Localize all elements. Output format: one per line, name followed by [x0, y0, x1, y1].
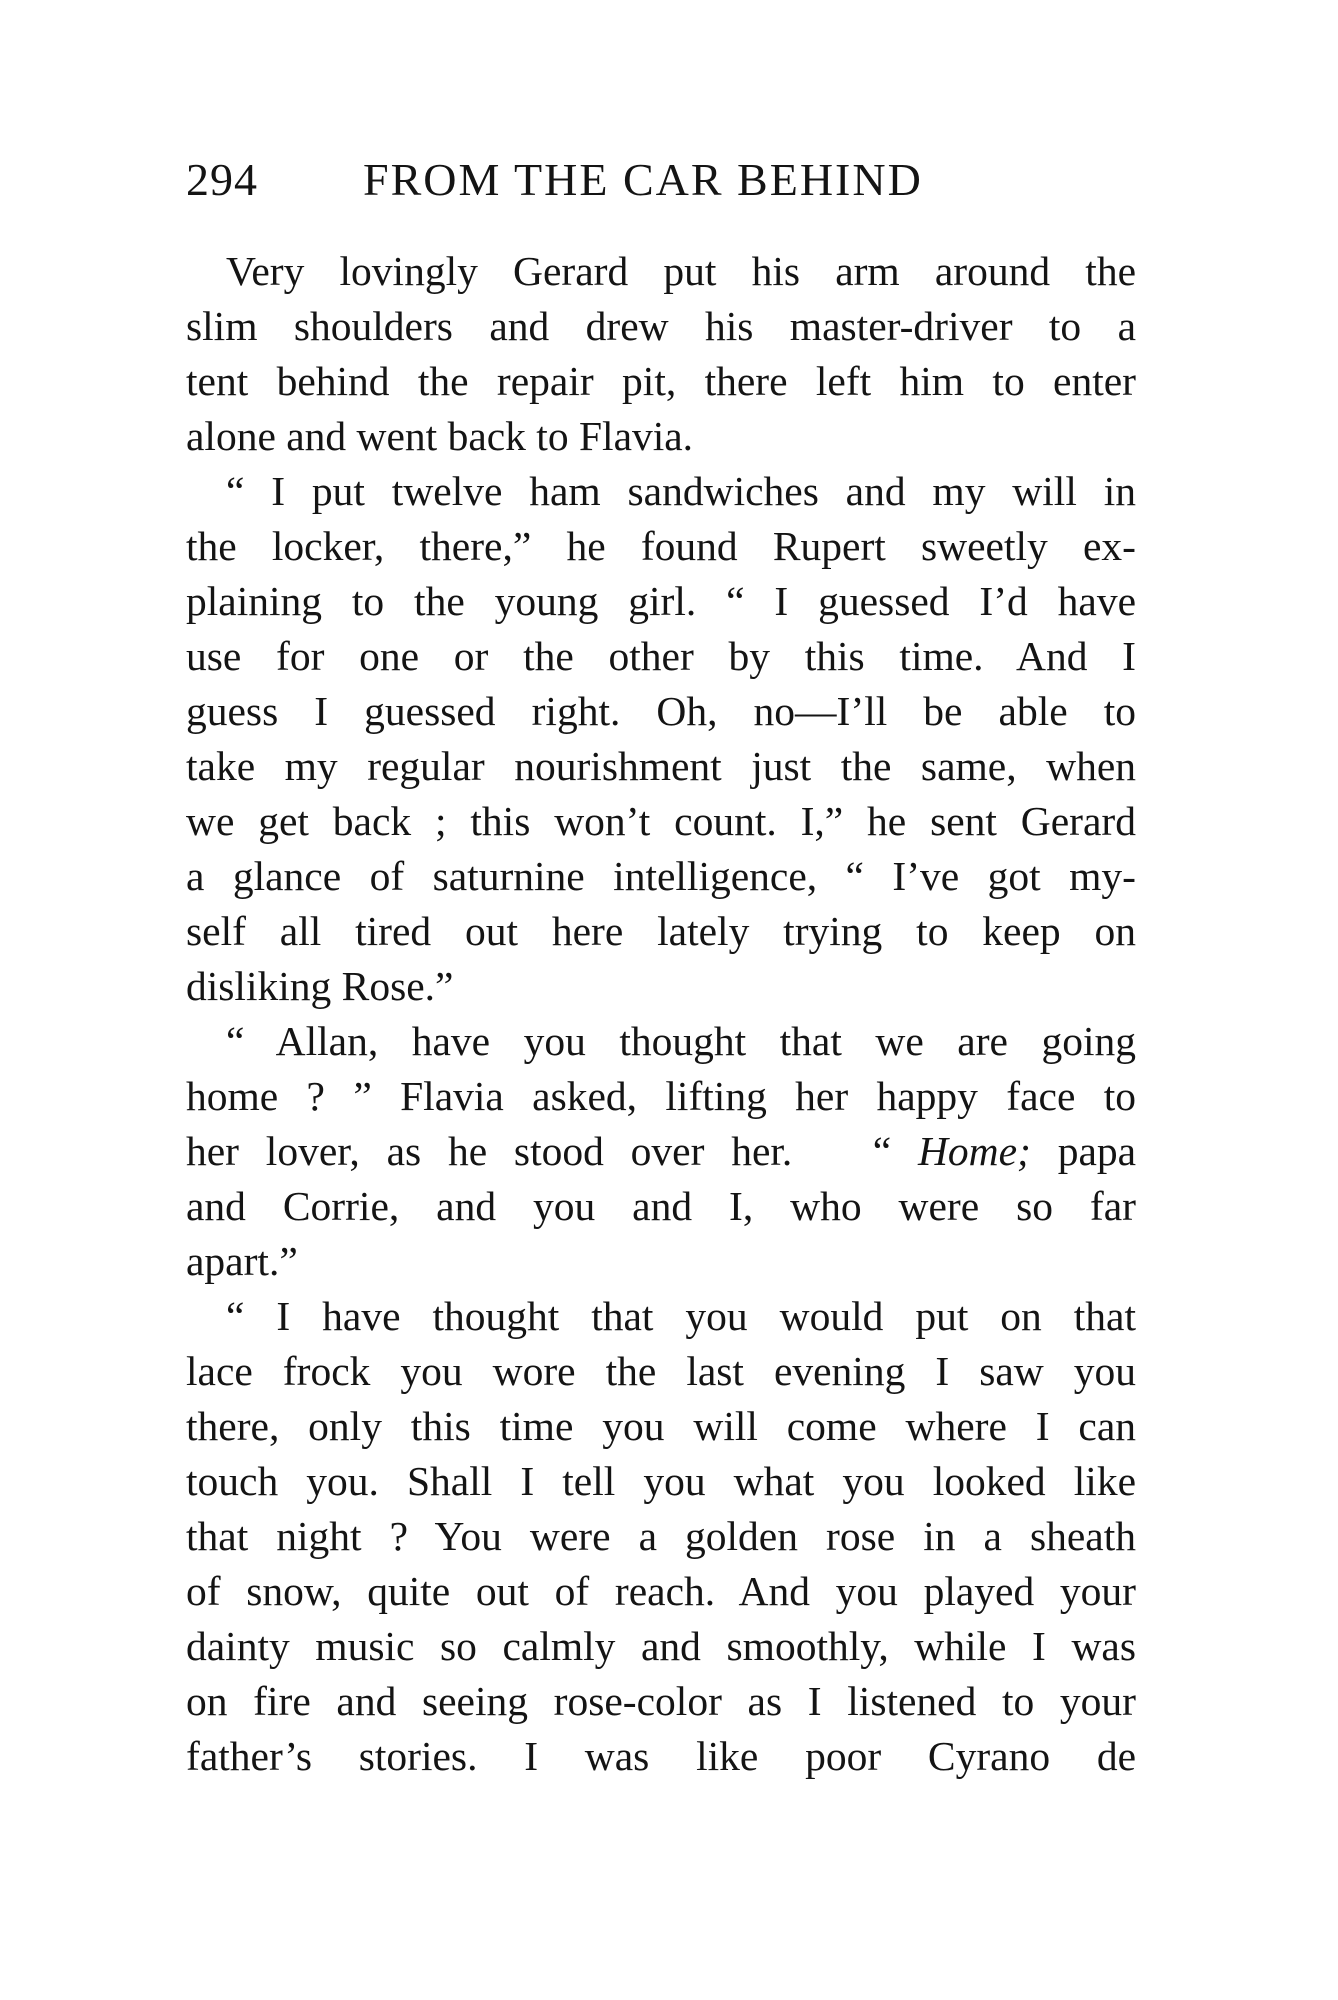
text-line: use for one or the other by this time. And I	[186, 633, 1136, 679]
text-line: plaining to the young girl. “ I guessed I’d have	[186, 578, 1136, 624]
page-header	[186, 150, 1186, 210]
text-line: self all tired out here lately trying to keep on	[186, 908, 1136, 954]
text-line: Very lovingly Gerard put his arm around the	[226, 248, 1136, 294]
text-line: “ Allan, have you thought that we are going	[226, 1018, 1136, 1064]
text-line: touch you. Shall I tell you what you looked like	[186, 1458, 1136, 1504]
text-line: of snow, quite out of reach. And you played your	[186, 1568, 1136, 1614]
text-line: dainty music so calmly and smoothly, while I was	[186, 1623, 1136, 1669]
text-line: a glance of saturnine intelligence, “ I’ve got my-	[186, 853, 1136, 899]
text-line: we get back ; this won’t count. I,” he sent Gerard	[186, 798, 1136, 844]
italic-home: Home;	[917, 1128, 1031, 1174]
text-line: lace frock you wore the last evening I saw you	[186, 1348, 1136, 1394]
body-text	[186, 244, 1136, 1784]
text-line: alone and went back to Flavia.	[186, 413, 694, 459]
text-line: father’s stories. I was like poor Cyrano de	[186, 1733, 1136, 1779]
text-line: take my regular nourishment just the same, when	[186, 743, 1136, 789]
text-segment: her lover, as he stood over her.	[186, 1128, 793, 1174]
text-line: there, only this time you will come where I can	[186, 1403, 1136, 1449]
text-line: apart.”	[186, 1238, 298, 1284]
running-head: FROM THE CAR BEHIND	[363, 154, 923, 205]
text-line: slim shoulders and drew his master-driver to a	[186, 303, 1136, 349]
text-line: guess I guessed right. Oh, no—I’ll be able to	[186, 688, 1136, 734]
text-line	[186, 1124, 1136, 1179]
page-number: 294	[186, 154, 258, 205]
text-line: “ I put twelve ham sandwiches and my will in	[226, 468, 1136, 514]
text-line: tent behind the repair pit, there left him to enter	[186, 358, 1136, 404]
text-line: that night ? You were a golden rose in a sheath	[186, 1513, 1136, 1559]
text-line: home ? ” Flavia asked, lifting her happy face to	[186, 1073, 1136, 1119]
text-line: “ I have thought that you would put on that	[226, 1293, 1136, 1339]
text-line: disliking Rose.”	[186, 963, 454, 1009]
text-line: the locker, there,” he found Rupert sweetly ex-	[186, 523, 1136, 569]
text-segment: papa	[1057, 1128, 1136, 1174]
text-line: on fire and seeing rose-color as I listened to your	[186, 1678, 1136, 1724]
text-line: and Corrie, and you and I, who were so far	[186, 1183, 1136, 1229]
open-quote: “	[872, 1128, 892, 1174]
